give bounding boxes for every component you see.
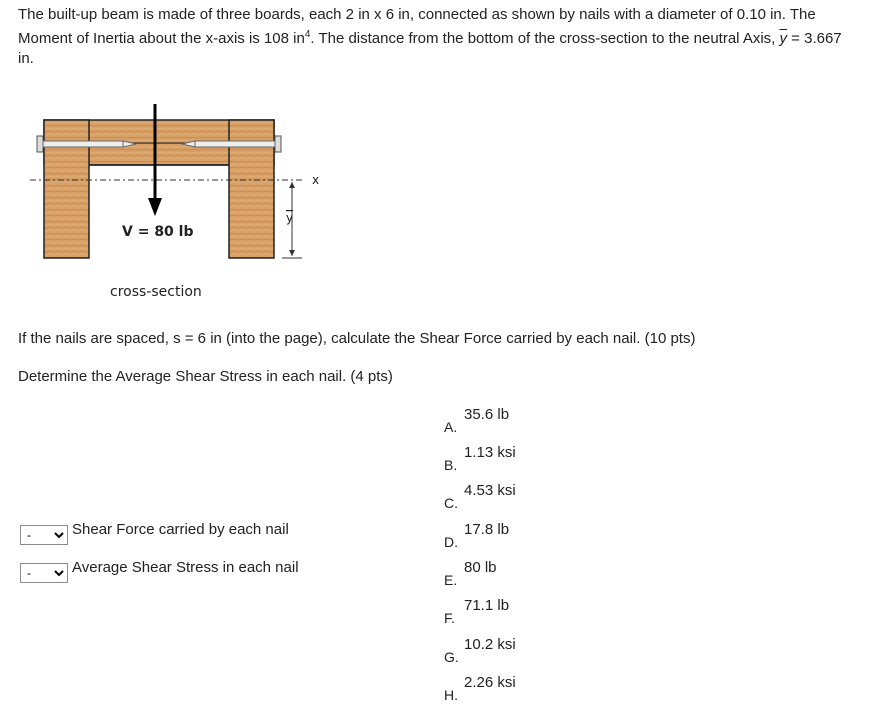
problem-statement [18, 5, 858, 69]
match-label: Shear Force carried by each nail [72, 521, 289, 538]
problem-text-2: . The distance from the bottom of the cross-section to the neutral Axis, [310, 30, 780, 47]
answer-value: 71.1 lb [464, 597, 510, 614]
answer-letter: G. [444, 649, 459, 665]
answer-option-b [444, 444, 604, 482]
problem-text-3: = 3.667 in. [18, 30, 842, 67]
answer-value: 80 lb [464, 559, 497, 576]
answer-option-d [444, 521, 604, 559]
answer-value: 4.53 ksi [464, 482, 516, 499]
match-label: Average Shear Stress in each nail [72, 559, 299, 576]
cross-section-diagram [30, 100, 350, 300]
ybar-label: y [286, 211, 294, 225]
cross-section-figure [30, 100, 350, 300]
load-label: V = 80 lb [122, 224, 194, 240]
answer-letter: H. [444, 687, 458, 703]
answer-value: 1.13 ksi [464, 444, 516, 461]
answer-letter: D. [444, 534, 458, 550]
answer-letter: A. [444, 419, 458, 435]
axis-x-label: x [312, 173, 320, 187]
answer-option-c [444, 482, 604, 520]
answer-letter: C. [444, 495, 458, 511]
answer-option-h [444, 674, 604, 712]
answer-option-e [444, 559, 604, 597]
exponent: 4 [304, 29, 311, 40]
question-2: Determine the Average Shear Stress in each nail. (4 pts) [18, 368, 393, 385]
answer-option-a [444, 406, 604, 444]
shear-stress-select[interactable] [20, 563, 68, 583]
shear-force-select[interactable] [20, 525, 68, 545]
answer-value: 17.8 lb [464, 521, 510, 538]
answer-value: 35.6 lb [464, 406, 510, 423]
answer-value: 10.2 ksi [464, 636, 516, 653]
answer-letter: F. [444, 610, 455, 626]
figure-caption: cross-section [110, 284, 202, 300]
question-1: If the nails are spaced, s = 6 in (into the page), calculate the Shear Force carried by each nail. (10 pts) [18, 330, 696, 347]
answer-letter: B. [444, 457, 458, 473]
answer-value: 2.26 ksi [464, 674, 516, 691]
answer-letter: E. [444, 572, 458, 588]
problem-text-1: The built-up beam is made of three boards, each 2 in x 6 in, connected as shown by nails with a diameter of 0.10 in. The Moment of Inertia about the x-axis is 108 in [18, 6, 816, 47]
answer-option-f [444, 597, 604, 635]
ybar-symbol: $\overline{y}$ [779, 30, 788, 47]
answer-option-g [444, 636, 604, 674]
